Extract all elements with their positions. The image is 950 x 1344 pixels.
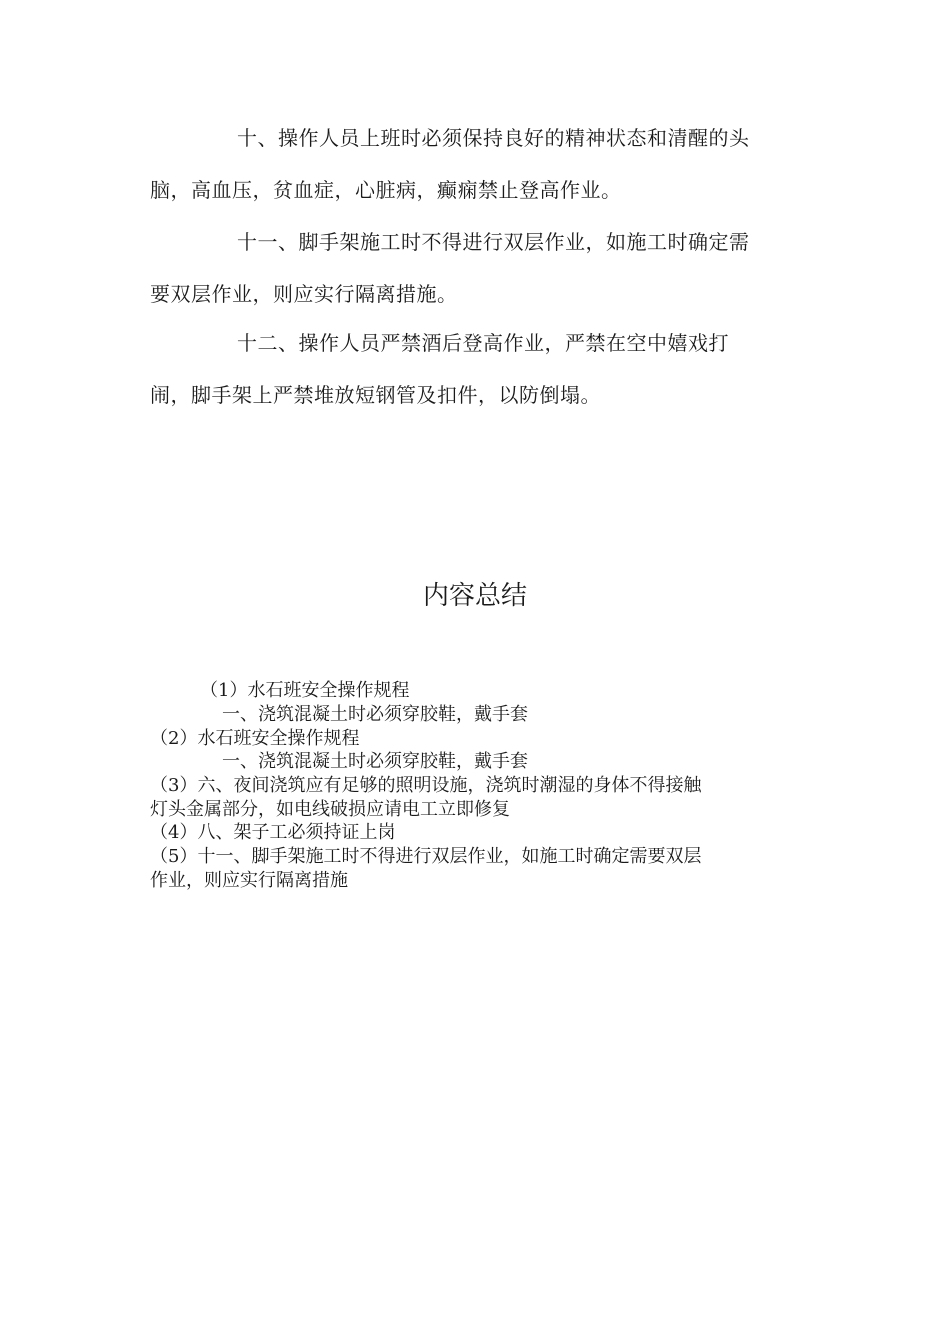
summary-line-9: 作业，则应实行隔离措施: [150, 870, 348, 891]
summary-line-6: 灯头金属部分，如电线破损应请电工立即修复: [150, 799, 510, 820]
summary-line-2: 一、浇筑混凝土时必须穿胶鞋，戴手套: [222, 704, 528, 725]
summary-line-8: （5）十一、脚手架施工时不得进行双层作业，如施工时确定需要双层: [150, 846, 702, 867]
summary-line-1: （1）水石班安全操作规程: [200, 680, 410, 701]
paragraph-10-line-2: 脑，高血压，贫血症，心脏病，癫痫禁止登高作业。: [150, 178, 622, 202]
paragraph-11-line-1: 十一、脚手架施工时不得进行双层作业，如施工时确定需: [237, 230, 750, 254]
paragraph-12-line-1: 十二、操作人员严禁酒后登高作业，严禁在空中嬉戏打: [237, 331, 729, 355]
paragraph-12-line-2: 闹，脚手架上严禁堆放短钢管及扣件，以防倒塌。: [150, 383, 601, 407]
summary-line-5: （3）六、夜间浇筑应有足够的照明设施，浇筑时潮湿的身体不得接触: [150, 775, 702, 796]
summary-line-7: （4）八、架子工必须持证上岗: [150, 822, 396, 843]
paragraph-10-line-1: 十、操作人员上班时必须保持良好的精神状态和清醒的头: [237, 126, 750, 150]
paragraph-11-line-2: 要双层作业，则应实行隔离措施。: [150, 282, 458, 306]
summary-title: 内容总结: [422, 581, 527, 611]
summary-line-4: 一、浇筑混凝土时必须穿胶鞋，戴手套: [222, 751, 528, 772]
summary-line-3: （2）水石班安全操作规程: [150, 728, 360, 749]
